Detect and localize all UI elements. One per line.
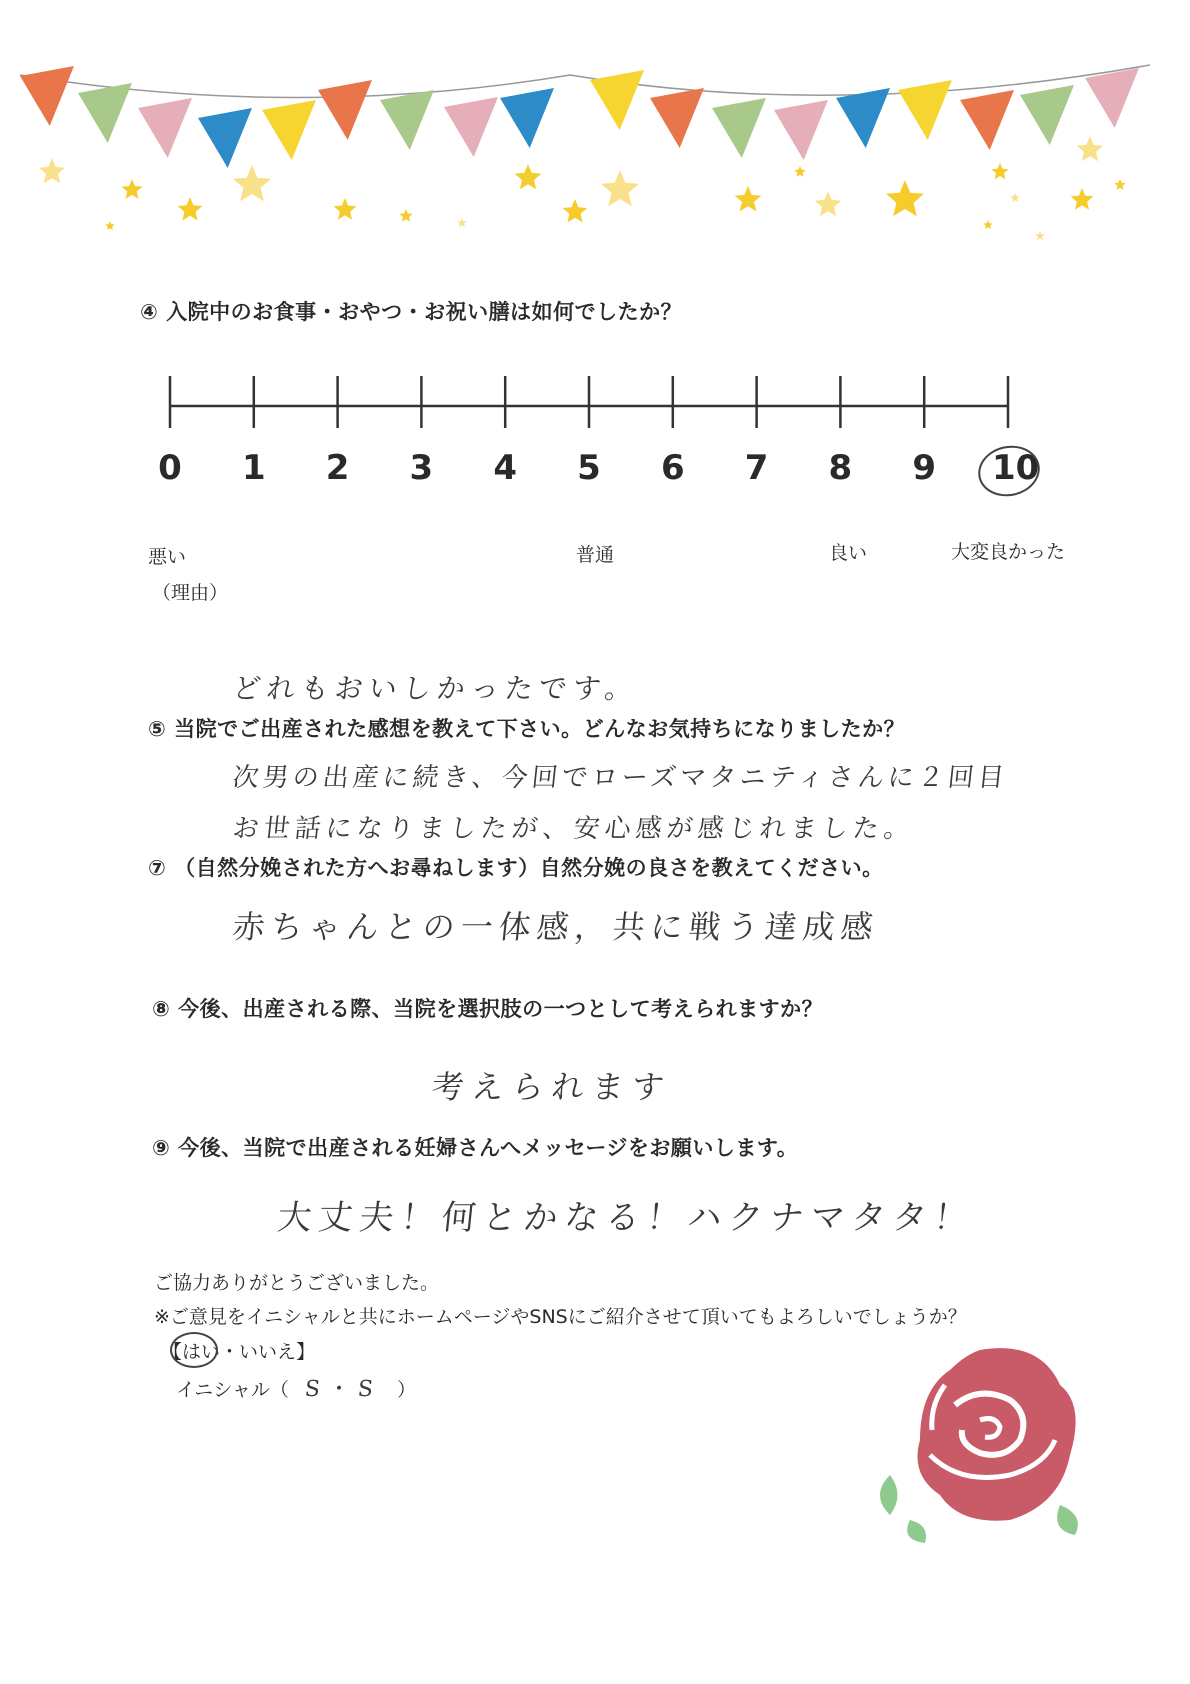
q9-answer: 大丈夫！何とかなる！ハクナマタタ！ (275, 1198, 977, 1238)
bunting-flag-yellow (590, 70, 644, 130)
star-shape (601, 170, 639, 206)
q4-answer: どれもおいしかったです。 (231, 672, 641, 705)
q7-answer: 赤ちゃんとの一体感，共に戦う達成感 (230, 908, 881, 946)
reason-label: （理由） (152, 582, 229, 604)
bunting-flag-orange (960, 90, 1014, 150)
rating-scale-line (160, 370, 1020, 430)
bunting-flag-green (380, 90, 434, 150)
scale-label-very-good: 大変良かった (951, 541, 1066, 563)
star-shape (735, 186, 762, 211)
bunting-flag-pink (774, 100, 828, 160)
star-shape (457, 218, 467, 227)
publish-consent-note: ※ご意見をイニシャルと共にホームページやSNSにご紹介させて頂いてもよろしいでしょうか？ (154, 1306, 967, 1328)
bunting-flags (20, 66, 1139, 168)
scale-number-2[interactable]: 2 (325, 448, 350, 488)
scale-number-6[interactable]: 6 (660, 448, 685, 488)
bunting-flag-yellow (262, 100, 316, 160)
question-4: ④ 入院中のお食事・おやつ・お祝い膳は如何でしたか？ (140, 300, 683, 324)
scale-number-5[interactable]: 5 (577, 448, 601, 488)
consent-selected-circle (170, 1332, 221, 1368)
bunting-flag-orange (20, 66, 74, 126)
star-shape (1035, 231, 1045, 240)
bunting-flag-pink (444, 97, 498, 157)
q5-answer-line-1: 次男の出産に続き、今回でローズマタニティさんに２回目 (231, 763, 1010, 793)
bunting-string (20, 65, 1150, 98)
q5-answer-line-2: お世話になりましたが、安心感が感じれました。 (231, 814, 917, 844)
star-shape (515, 164, 542, 189)
star-shape (105, 221, 115, 230)
bunting-flag-orange (318, 80, 372, 140)
bracket-close: 】 (296, 1341, 316, 1363)
star-shape (39, 158, 66, 183)
question-5: ⑤ 当院でご出産された感想を教えて下さい。どんなお気持ちになりましたか？ (148, 717, 906, 741)
scale-number-0[interactable]: 0 (158, 448, 182, 488)
bunting-flag-blue (836, 88, 890, 148)
scale-number-10[interactable]: 10 (992, 448, 1040, 488)
scale-number-3[interactable]: 3 (409, 448, 434, 488)
question-7: ⑦ （自然分娩された方へお尋ねします）自然分娩の良さを教えてください。 (148, 856, 884, 880)
star-shape (563, 199, 588, 223)
bunting-flag-pink (1085, 68, 1139, 128)
scale-number-1[interactable]: 1 (241, 448, 266, 488)
star-shape (815, 191, 842, 216)
thanks-text: ご協力ありがとうございました。 (154, 1272, 440, 1294)
star-shape (1010, 193, 1020, 202)
rose-flower (918, 1348, 1076, 1521)
star-shape (122, 179, 143, 199)
star-shape (794, 166, 805, 177)
scale-number-7[interactable]: 7 (744, 448, 769, 488)
bunting-flag-green (78, 83, 132, 143)
star-shape (1077, 136, 1104, 161)
bunting-flag-orange (650, 88, 704, 148)
bunting-flag-green (1020, 85, 1074, 145)
initial-value: S・S (303, 1377, 383, 1402)
bunting-flag-blue (500, 88, 554, 148)
star-shape (399, 209, 412, 222)
bunting-flag-pink (138, 98, 192, 158)
scale-label-good: 良い (829, 542, 868, 564)
star-shape (991, 163, 1008, 179)
separator-dot: ・ (220, 1341, 240, 1363)
question-8: ⑧ 今後、出産される際、当院を選択肢の一つとして考えられますか？ (152, 997, 824, 1021)
star-shape (178, 197, 203, 221)
star-shape (886, 180, 924, 216)
bracket-open: 【 (163, 1341, 183, 1363)
question-9: ⑨ 今後、当院で出産される妊婦さんへメッセージをお願いします。 (152, 1136, 799, 1160)
star-shape (1071, 188, 1094, 210)
bunting-flag-blue (198, 108, 252, 168)
star-shape (233, 165, 271, 201)
rose-illustration (870, 1345, 1110, 1545)
initial-label: イニシャル（ (176, 1379, 289, 1401)
scale-label-bad: 悪い (148, 546, 187, 568)
scale-label-normal: 普通 (576, 544, 615, 566)
scale-number-8[interactable]: 8 (828, 448, 853, 488)
scale-number-4[interactable]: 4 (493, 448, 518, 488)
stars-decoration (39, 136, 1128, 250)
star-shape (1114, 179, 1125, 190)
star-shape (983, 220, 993, 229)
consent-yes-option[interactable]: はい (182, 1341, 221, 1363)
bunting-banner (0, 0, 1190, 250)
scale-number-9[interactable]: 9 (912, 448, 937, 488)
q8-answer: 考えられます (429, 1068, 674, 1106)
consent-no-option[interactable]: いいえ (239, 1341, 297, 1363)
star-shape (334, 198, 357, 220)
initial-row (176, 1372, 416, 1403)
bunting-flag-yellow (898, 80, 952, 140)
initial-close: ） (397, 1379, 417, 1401)
bunting-flag-green (712, 98, 766, 158)
